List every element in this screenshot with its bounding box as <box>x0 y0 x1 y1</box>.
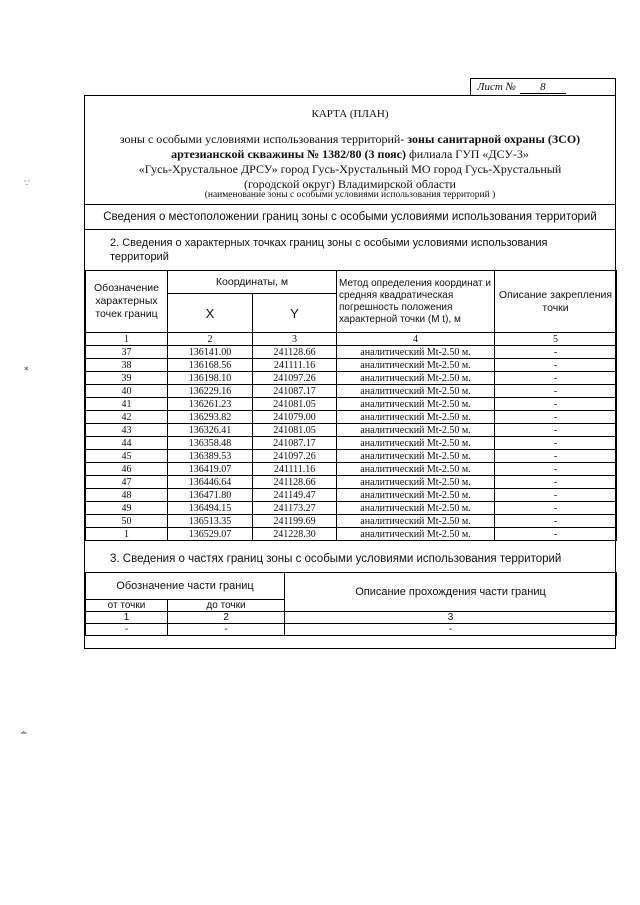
table-cell-point: 50 <box>86 515 168 528</box>
header-x: X <box>168 294 253 333</box>
table-row <box>86 624 617 636</box>
table-cell-point: 38 <box>86 359 168 372</box>
table-row <box>86 372 617 385</box>
table-cell-point: 43 <box>86 424 168 437</box>
table-cell-method: аналитический Mt-2.50 м. <box>337 346 495 359</box>
table-cell-desc: - <box>495 385 617 398</box>
table-cell-x: 136326.41 <box>168 424 253 437</box>
header-description: Описание закрепления точки <box>495 271 617 333</box>
table-cell-y: 241173.27 <box>253 502 337 515</box>
table-cell-y: 241128.66 <box>253 346 337 359</box>
header-line-2-rest: филиала ГУП «ДСУ-3» <box>405 147 529 161</box>
header-method: Метод определения координат и средняя квадратическая погрешность положения характерной точки (M t), м <box>337 271 495 333</box>
table-cell-method: аналитический Mt-2.50 м. <box>337 385 495 398</box>
points-table <box>85 270 617 541</box>
points-table-body <box>86 346 617 541</box>
table-cell-point: 46 <box>86 463 168 476</box>
table-cell-x: 136446.64 <box>168 476 253 489</box>
table-cell-point: 1 <box>86 528 168 541</box>
table-cell-desc: - <box>495 372 617 385</box>
divider <box>85 204 615 205</box>
table-cell-point: 49 <box>86 502 168 515</box>
scan-mark: ∵ <box>24 178 30 188</box>
table-cell-desc: - <box>495 411 617 424</box>
table-cell-to: - <box>168 624 285 636</box>
table-cell-x: 136141.00 <box>168 346 253 359</box>
table-cell-y: 241199.69 <box>253 515 337 528</box>
table-cell-x: 136198.10 <box>168 372 253 385</box>
table-cell-x: 136229.16 <box>168 385 253 398</box>
table-row <box>86 411 617 424</box>
header-line-1-bold: зоны санитарной охраны (ЗСО) <box>404 132 581 146</box>
table-cell-method: аналитический Mt-2.50 м. <box>337 411 495 424</box>
table-cell-y: 241111.16 <box>253 359 337 372</box>
table-cell-desc: - <box>495 437 617 450</box>
header-from: от точки <box>86 600 168 612</box>
table-cell-desc: - <box>495 528 617 541</box>
table-row <box>86 450 617 463</box>
table-cell-y: 241149.47 <box>253 489 337 502</box>
col-number: 1 <box>86 612 168 624</box>
parts-table <box>85 572 617 636</box>
table-cell-desc: - <box>495 463 617 476</box>
table-row <box>86 515 617 528</box>
table-cell-from: - <box>86 624 168 636</box>
table-cell-x: 136168.56 <box>168 359 253 372</box>
table-row <box>86 398 617 411</box>
document-header <box>85 96 615 205</box>
section-1-title: Сведения о местоположении границ зоны с особыми условиями использования территорий <box>103 211 597 223</box>
table-cell-method: аналитический Mt-2.50 м. <box>337 398 495 411</box>
col-number: 3 <box>253 333 337 346</box>
table-cell-point: 45 <box>86 450 168 463</box>
table-cell-method: аналитический Mt-2.50 м. <box>337 359 495 372</box>
table-cell-y: 241111.16 <box>253 463 337 476</box>
scan-mark: ∸ <box>20 728 28 738</box>
header-line-2-bold: артезианской скважины № 1382/80 (3 пояс) <box>171 147 406 161</box>
table-row <box>86 346 617 359</box>
sheet-label: Лист № <box>477 81 516 93</box>
col-number: 2 <box>168 333 253 346</box>
header-to: до точки <box>168 600 285 612</box>
header-line-1 <box>85 132 615 147</box>
table-cell-point: 39 <box>86 372 168 385</box>
header-coords: Координаты, м <box>168 271 337 294</box>
table-cell-desc: - <box>285 624 617 636</box>
table-cell-desc: - <box>495 359 617 372</box>
col-number: 2 <box>168 612 285 624</box>
col-number: 1 <box>86 333 168 346</box>
table-cell-desc: - <box>495 398 617 411</box>
header-subtitle: (наименование зоны с особыми условиями использования территорий ) <box>204 190 496 200</box>
table-cell-method: аналитический Mt-2.50 м. <box>337 437 495 450</box>
table-cell-method: аналитический Mt-2.50 м. <box>337 489 495 502</box>
scan-mark: ⁎ <box>24 362 29 372</box>
table-cell-desc: - <box>495 489 617 502</box>
header-line-2 <box>85 147 615 162</box>
table-cell-desc: - <box>495 502 617 515</box>
table-cell-method: аналитический Mt-2.50 м. <box>337 502 495 515</box>
table-cell-point: 41 <box>86 398 168 411</box>
table-cell-method: аналитический Mt-2.50 м. <box>337 372 495 385</box>
table-cell-x: 136293.82 <box>168 411 253 424</box>
table-cell-point: 44 <box>86 437 168 450</box>
table-row <box>86 359 617 372</box>
divider <box>85 229 615 230</box>
table-row <box>86 476 617 489</box>
col-number: 3 <box>285 612 617 624</box>
table-cell-desc: - <box>495 424 617 437</box>
table-cell-method: аналитический Mt-2.50 м. <box>337 463 495 476</box>
table-cell-y: 241228.30 <box>253 528 337 541</box>
header-part-description: Описание прохождения части границ <box>285 573 617 612</box>
table-row <box>86 502 617 515</box>
table-cell-method: аналитический Mt-2.50 м. <box>337 515 495 528</box>
table-cell-y: 241128.66 <box>253 476 337 489</box>
header-line-1-prefix: зоны с особыми условиями использования территорий- <box>119 132 405 146</box>
table-cell-x: 136419.07 <box>168 463 253 476</box>
document-title: КАРТА (ПЛАН) <box>311 108 389 120</box>
table-cell-y: 241087.17 <box>253 385 337 398</box>
table-cell-method: аналитический Mt-2.50 м. <box>337 424 495 437</box>
table-cell-y: 241081.05 <box>253 424 337 437</box>
table-row <box>86 385 617 398</box>
table-cell-x: 136529.07 <box>168 528 253 541</box>
table-row <box>86 437 617 450</box>
table-cell-point: 37 <box>86 346 168 359</box>
table-cell-y: 241087.17 <box>253 437 337 450</box>
table-cell-y: 241097.26 <box>253 450 337 463</box>
table-cell-y: 241097.26 <box>253 372 337 385</box>
sheet-number-box <box>470 78 616 96</box>
header-point: Обозначение характерных точек границ <box>86 271 168 333</box>
parts-table-body <box>86 624 617 636</box>
table-cell-point: 42 <box>86 411 168 424</box>
section-3-title: 3. Сведения о частях границ зоны с особыми условиями использования территорий <box>110 553 562 565</box>
table-cell-x: 136494.15 <box>168 502 253 515</box>
table-row <box>86 463 617 476</box>
col-number: 5 <box>495 333 617 346</box>
table-cell-point: 47 <box>86 476 168 489</box>
table-cell-point: 40 <box>86 385 168 398</box>
table-cell-x: 136261.23 <box>168 398 253 411</box>
table-cell-desc: - <box>495 346 617 359</box>
header-part: Обозначение части границ <box>86 573 285 600</box>
table-cell-x: 136358.48 <box>168 437 253 450</box>
section-2-title: 2. Сведения о характерных точках границ зоны с особыми условиями использования территорий <box>110 237 548 263</box>
table-cell-y: 241081.05 <box>253 398 337 411</box>
table-cell-desc: - <box>495 515 617 528</box>
document-frame <box>84 95 616 649</box>
header-line-4: (городской округ) Владимирской области <box>244 177 456 191</box>
header-y: Y <box>253 294 337 333</box>
table-cell-method: аналитический Mt-2.50 м. <box>337 450 495 463</box>
col-number: 4 <box>337 333 495 346</box>
header-line-3: «Гусь-Хрустальное ДРСУ» город Гусь-Хрустальный МО город Гусь-Хрустальный <box>138 162 562 176</box>
table-cell-point: 48 <box>86 489 168 502</box>
table-cell-x: 136471.80 <box>168 489 253 502</box>
sheet-number: 8 <box>520 81 566 94</box>
table-cell-x: 136389.53 <box>168 450 253 463</box>
table-cell-y: 241079.00 <box>253 411 337 424</box>
table-cell-method: аналитический Mt-2.50 м. <box>337 476 495 489</box>
table-row <box>86 424 617 437</box>
table-cell-desc: - <box>495 450 617 463</box>
table-cell-desc: - <box>495 476 617 489</box>
table-cell-method: аналитический Mt-2.50 м. <box>337 528 495 541</box>
table-cell-x: 136513.35 <box>168 515 253 528</box>
table-row <box>86 528 617 541</box>
table-row <box>86 489 617 502</box>
